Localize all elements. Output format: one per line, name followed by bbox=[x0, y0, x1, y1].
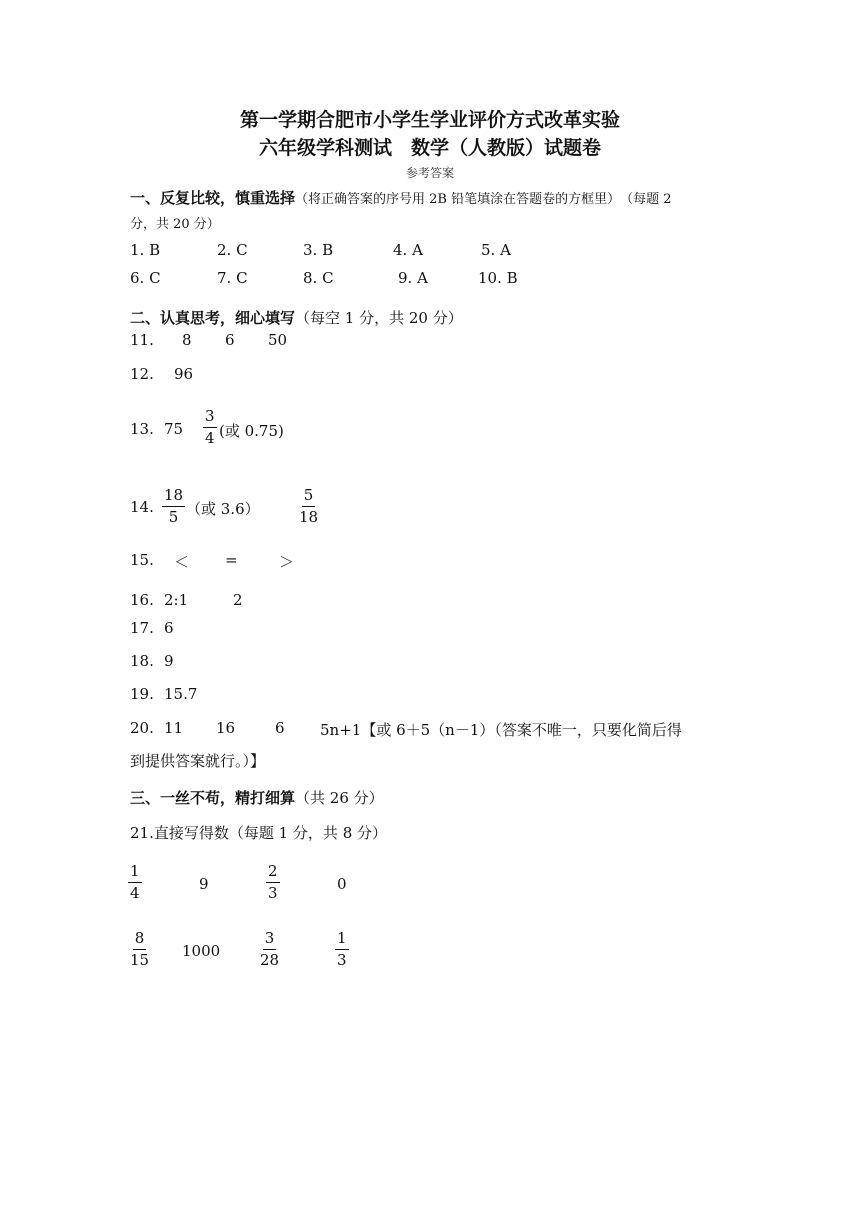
section-3-note: （共 26 分） bbox=[295, 789, 384, 807]
question-18-number: 18. bbox=[130, 652, 154, 670]
q11-answer: 6 bbox=[225, 331, 235, 349]
section-2-heading: 二、认真思考，细心填写 bbox=[130, 309, 296, 327]
q21-fraction: $\frac{1}{3}$ bbox=[337, 929, 347, 969]
q14-fraction-1: $\frac{18}{5}$ bbox=[164, 486, 184, 526]
document-subtitle: 参考答案 bbox=[405, 166, 454, 180]
document-title-line-2: 六年级学科测试 数学（人教版）试题卷 bbox=[258, 137, 601, 159]
q16-answer: 2 bbox=[233, 591, 243, 609]
answer-item: 4. A bbox=[393, 241, 423, 259]
question-14-number: 14. bbox=[130, 498, 154, 516]
q15-answer: = bbox=[225, 551, 238, 569]
q21-answer: 1000 bbox=[182, 942, 221, 960]
answer-item: 2. C bbox=[217, 241, 248, 259]
q21-answer: 0 bbox=[337, 875, 347, 893]
q19-answer: 15.7 bbox=[164, 685, 198, 703]
question-20-number: 20. bbox=[130, 719, 154, 737]
section-2-heading-line bbox=[130, 307, 463, 328]
q21-fraction: $\frac{3}{28}$ bbox=[260, 929, 280, 969]
question-21-heading: 21.直接写得数（每题 1 分，共 8 分） bbox=[130, 824, 388, 842]
q16-answer: 2:1 bbox=[164, 591, 189, 609]
q20-answer: 11 bbox=[164, 719, 184, 737]
section-2-note: （每空 1 分，共 20 分） bbox=[295, 309, 463, 327]
question-11-number: 11. bbox=[130, 331, 154, 349]
answer-item: 3. B bbox=[303, 241, 334, 259]
q20-answer: 16 bbox=[216, 719, 236, 737]
q11-answer: 8 bbox=[182, 331, 192, 349]
q20-answer-expression: 5n+1【或 6＋5（n－1）（答案不唯一，只要化简后得 bbox=[320, 721, 682, 739]
question-17-number: 17. bbox=[130, 619, 154, 637]
q21-fraction: $\frac{2}{3}$ bbox=[268, 862, 278, 902]
question-15-number: 15. bbox=[130, 551, 154, 569]
q20-answer: 6 bbox=[275, 719, 285, 737]
answer-item: 1. B bbox=[130, 241, 161, 259]
answer-item: 10. B bbox=[478, 269, 518, 287]
section-3-heading: 三、一丝不苟，精打细算 bbox=[130, 789, 296, 807]
q14-alt: （或 3.6） bbox=[186, 500, 260, 518]
q18-answer: 9 bbox=[164, 652, 174, 670]
q15-answer: ＜ bbox=[174, 553, 190, 571]
section-3-heading-line bbox=[130, 787, 384, 808]
q13-answer: 75 bbox=[164, 420, 184, 438]
answer-item: 7. C bbox=[217, 269, 248, 287]
q21-fraction: $\frac{1}{4}$ bbox=[130, 862, 140, 902]
q20-answer-continued: 到提供答案就行。）】 bbox=[130, 752, 266, 770]
q17-answer: 6 bbox=[164, 619, 174, 637]
answer-item: 9. A bbox=[398, 269, 428, 287]
section-1-heading: 一、反复比较，慎重选择 bbox=[130, 189, 296, 207]
q11-answer: 50 bbox=[268, 331, 288, 349]
question-19-number: 19. bbox=[130, 685, 154, 703]
question-13-number: 13. bbox=[130, 420, 154, 438]
q21-fraction: $\frac{8}{15}$ bbox=[130, 929, 150, 969]
q21-answer: 9 bbox=[199, 875, 209, 893]
q13-suffix: (或 0.75) bbox=[219, 422, 284, 440]
question-16-number: 16. bbox=[130, 591, 154, 609]
document-title-line-1: 第一学期合肥市小学生学业评价方式改革实验 bbox=[239, 109, 620, 131]
question-12-number: 12. bbox=[130, 365, 154, 383]
answer-item: 5. A bbox=[481, 241, 511, 259]
section-1-heading-line bbox=[130, 187, 672, 208]
answer-item: 6. C bbox=[130, 269, 161, 287]
q12-answer: 96 bbox=[174, 365, 194, 383]
section-1-note-continued: 分，共 20 分） bbox=[130, 217, 220, 232]
q15-answer: ＞ bbox=[279, 553, 295, 571]
answer-item: 8. C bbox=[303, 269, 334, 287]
q14-fraction-2: $\frac{5}{18}$ bbox=[299, 486, 319, 526]
section-1-note: （将正确答案的序号用 2B 铅笔填涂在答题卷的方框里） （每题 2 bbox=[295, 192, 672, 207]
q13-fraction: $\frac{3}{4}$ bbox=[205, 407, 215, 447]
